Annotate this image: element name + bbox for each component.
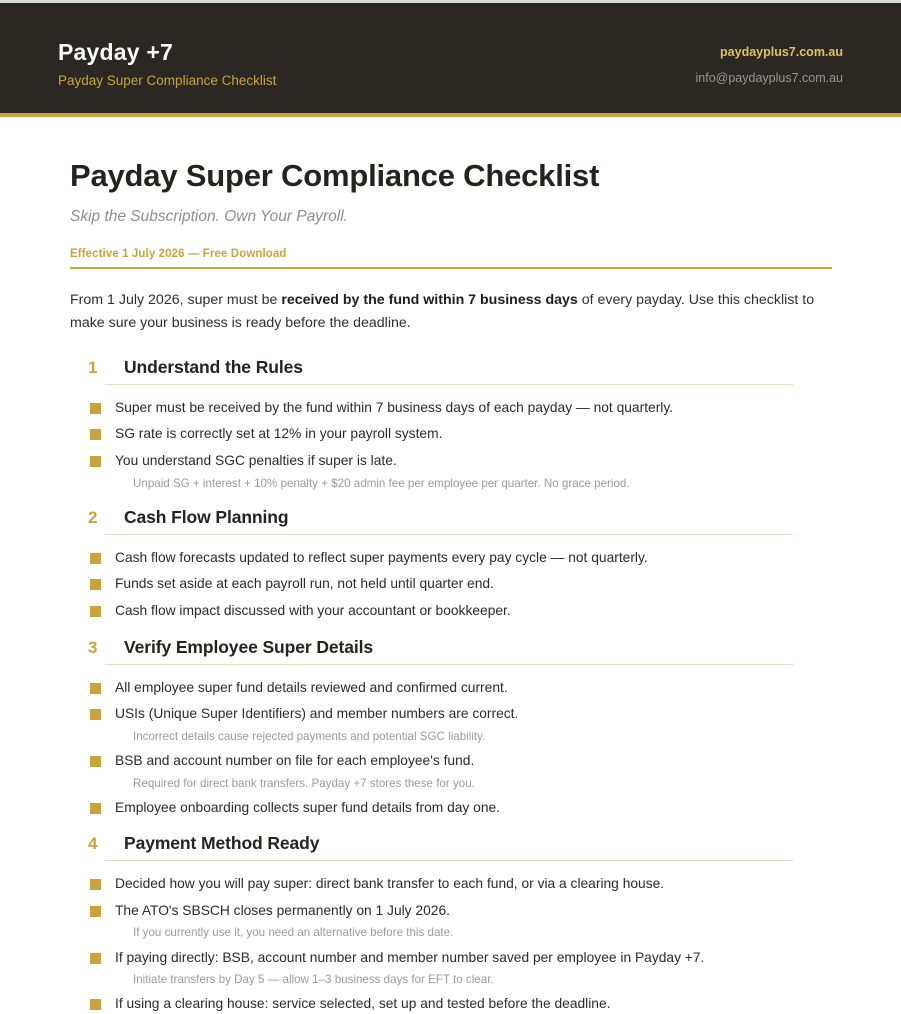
page-body — [0, 117, 901, 1014]
checklist-item-row — [88, 391, 843, 418]
checklist-item-note: Incorrect details cause rejected payments and potential SGC liability. — [133, 729, 486, 743]
checklist-item-row — [88, 697, 843, 744]
effective-date-eyebrow: Effective 1 July 2026 — Free Download — [70, 248, 287, 261]
checkbox-icon[interactable] — [90, 756, 101, 767]
section-items — [88, 861, 843, 1014]
checklist-item-row — [88, 541, 843, 568]
checklist-item-note: Unpaid SG + interest + 10% penalty + $20 admin fee per employee per quarter. No grace period. — [133, 476, 630, 490]
page-subtitle: Skip the Subscription. Own Your Payroll. — [70, 207, 348, 225]
checklist-item-label: The ATO's SBSCH closes permanently on 1 July 2026. — [115, 902, 450, 918]
checklist-item[interactable] — [88, 941, 843, 968]
checkbox-icon[interactable] — [90, 999, 101, 1010]
checklist-item-row — [88, 444, 843, 491]
checklist-item[interactable] — [88, 594, 843, 621]
checklist-item-label: Employee onboarding collects super fund details from day one. — [115, 799, 501, 815]
intro-text-emphasis: received by the fund within 7 business days — [281, 292, 578, 309]
checklist-section-2 — [70, 491, 843, 621]
checkbox-icon[interactable] — [90, 953, 101, 964]
checklist-item[interactable] — [88, 567, 843, 594]
section-title: Cash Flow Planning — [124, 506, 289, 527]
intro-text-after: of every payday. Use this checklist to make sure your business is ready before the deadline. — [70, 292, 815, 332]
checklist-item[interactable] — [88, 444, 843, 471]
checklist-item-label: Funds set aside at each payroll run, not held until quarter end. — [115, 576, 494, 592]
section-items — [88, 665, 843, 818]
checklist-item-label: Decided how you will pay super: direct bank transfer to each fund, or via a clearing house. — [115, 876, 665, 892]
checklist-item[interactable] — [88, 894, 843, 921]
checklist-item-label: BSB and account number on file for each employee's fund. — [115, 752, 475, 768]
checklist-item-label: If using a clearing house: service selected, set up and tested before the deadline. — [115, 996, 611, 1012]
checkbox-icon[interactable] — [90, 803, 101, 814]
checklist-item-label: Cash flow impact discussed with your accountant or bookkeeper. — [115, 602, 511, 618]
checkbox-icon[interactable] — [90, 879, 101, 890]
checklist-item-label: You understand SGC penalties if super is late. — [115, 453, 397, 468]
checkbox-icon[interactable] — [90, 429, 101, 440]
section-header — [88, 357, 843, 378]
brand-identity — [58, 29, 276, 88]
checklist-item-row — [88, 567, 843, 594]
brand-title: Payday +7 — [58, 38, 173, 65]
intro-text-before: From 1 July 2026, super must be — [70, 292, 282, 309]
checklist-sections — [70, 335, 843, 1014]
checkbox-icon[interactable] — [90, 709, 101, 720]
checklist-item-note: Required for direct bank transfers. Payday +7 stores these for you. — [133, 776, 475, 790]
checklist-item-label: If paying directly: BSB, account number and member number saved per employee in Payday +7. — [115, 949, 705, 965]
brand-contact — [696, 32, 844, 85]
section-title: Payment Method Ready — [124, 833, 320, 854]
checkbox-icon[interactable] — [90, 906, 101, 917]
checklist-section-1 — [70, 357, 843, 491]
checklist-item[interactable] — [88, 541, 843, 568]
checkbox-icon[interactable] — [90, 403, 101, 414]
section-number: 4 — [88, 834, 98, 854]
checklist-item[interactable] — [88, 867, 843, 894]
checklist-item-row — [88, 894, 843, 941]
section-items — [88, 535, 843, 621]
checklist-item[interactable] — [88, 987, 843, 1014]
checklist-section-4 — [70, 817, 843, 1014]
checklist-item-row — [88, 671, 843, 698]
checkbox-icon[interactable] — [90, 579, 101, 590]
checklist-item-row — [88, 791, 843, 818]
checklist-item-row — [88, 987, 843, 1014]
checklist-item-label: SG rate is correctly set at 12% in your payroll system. — [115, 426, 443, 442]
checklist-item-row — [88, 744, 843, 791]
checklist-item-row — [88, 867, 843, 894]
section-title: Understand the Rules — [124, 356, 303, 377]
checkbox-icon[interactable] — [90, 683, 101, 694]
section-number: 3 — [88, 637, 98, 657]
checkbox-icon[interactable] — [90, 553, 101, 564]
section-header — [88, 833, 843, 854]
checklist-item[interactable] — [88, 671, 843, 698]
checklist-item-row — [88, 941, 843, 988]
checkbox-icon[interactable] — [90, 456, 101, 467]
checklist-item-label: Super must be received by the fund within 7 business days of each payday — not quarterly. — [115, 399, 674, 415]
checklist-item-label: Cash flow forecasts updated to reflect super payments every pay cycle — not quarterly. — [115, 549, 648, 565]
checklist-item[interactable] — [88, 417, 843, 444]
checklist-section-3 — [70, 621, 843, 818]
brand-tagline: Payday Super Compliance Checklist — [58, 72, 277, 88]
brand-header — [0, 3, 901, 117]
intro-paragraph — [70, 269, 836, 334]
email-link[interactable]: info@paydayplus7.com.au — [695, 71, 843, 85]
checklist-item-note: If you currently use it, you need an alternative before this date. — [133, 926, 454, 940]
page-title: Payday Super Compliance Checklist — [70, 158, 600, 193]
section-title: Verify Employee Super Details — [124, 636, 374, 657]
checklist-item[interactable] — [88, 791, 843, 818]
checkbox-icon[interactable] — [90, 606, 101, 617]
checklist-item-row — [88, 594, 843, 621]
checklist-item[interactable] — [88, 697, 843, 724]
checklist-item-label: All employee super fund details reviewed and confirmed current. — [115, 679, 508, 695]
checklist-item-note: Initiate transfers by Day 5 — allow 1–3 business days for EFT to clear. — [133, 973, 494, 987]
section-number: 2 — [88, 507, 98, 527]
section-header — [88, 507, 843, 528]
section-number: 1 — [88, 357, 98, 377]
checklist-item-row — [88, 417, 843, 444]
section-header — [88, 637, 843, 658]
checklist-item-label: USIs (Unique Super Identifiers) and member numbers are correct. — [115, 706, 519, 722]
checklist-item[interactable] — [88, 391, 843, 418]
section-items — [88, 385, 843, 491]
website-link[interactable]: paydayplus7.com.au — [720, 44, 843, 59]
checklist-item[interactable] — [88, 744, 843, 771]
